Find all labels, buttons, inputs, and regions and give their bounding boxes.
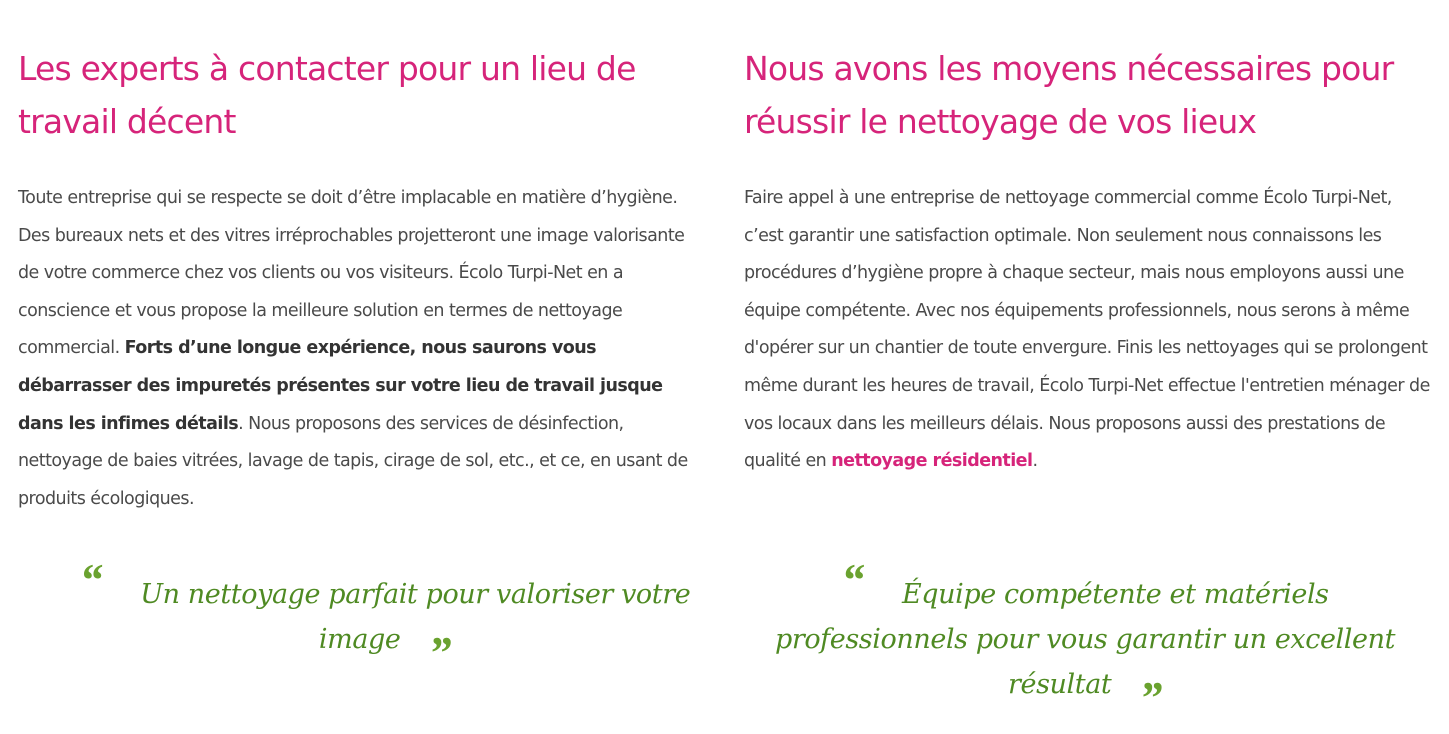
left-paragraph [18,180,703,518]
left-quote [40,554,730,678]
left-quote-text: Un nettoyage parfait pour valoriser votre image [140,579,691,655]
left-paragraph-intro: Toute entreprise qui se respecte se doit d’être implacable en matière d’hygiène. Des bureaux nets et des vitres irréprochables projetteront une image valorisante de votre commerce chez vos clients ou vos visiteurs. Écolo Turpi-Net en a conscience et vous propose la meilleure solution en termes de nettoyage commercial. [18,188,685,359]
close-quote-icon: ” [1139,672,1162,723]
open-quote-icon: “ [79,554,103,605]
right-paragraph [744,180,1434,481]
right-quote [760,554,1410,723]
close-quote-icon: ” [428,627,452,678]
left-paragraph-end: . Nous proposons des services de désinfection, nettoyage de baies vitrées, lavage de tapis, cirage de sol, etc., et ce, en usant de produits écologiques. [18,413,688,509]
open-quote-icon: “ [841,554,864,605]
residential-cleaning-link[interactable]: nettoyage résidentiel [831,451,1033,472]
left-column [18,0,703,518]
right-paragraph-end: . [1032,451,1038,472]
right-column [744,0,1434,481]
right-heading: Nous avons les moyens nécessaires pour réussir le nettoyage de vos lieux [744,49,1394,141]
right-quote-text: Équipe compétente et matériels professionnels pour vous garantir un excellent résultat [774,579,1396,700]
right-paragraph-intro: Faire appel à une entreprise de nettoyage commercial comme Écolo Turpi-Net, c’est garantir une satisfaction optimale. Non seulement nous connaissons les procédures d’hygiène propre à chaque secteur, mais nous employons aussi une équipe compétente. Avec nos équipements professionnels, nous serons à même d'opérer sur un chantier de toute envergure. Finis les nettoyages qui se prolongent même durant les heures de travail, Écolo Turpi-Net effectue l'entretien ménager de vos locaux dans les meilleurs délais. Nous proposons aussi des prestations de qualité en [744,188,1430,472]
left-heading: Les experts à contacter pour un lieu de travail décent [18,49,636,141]
left-paragraph-bold: Forts d’une longue expérience, nous saurons vous débarrasser des impuretés présentes sur votre lieu de travail jusque dans les infimes détails [18,338,663,434]
